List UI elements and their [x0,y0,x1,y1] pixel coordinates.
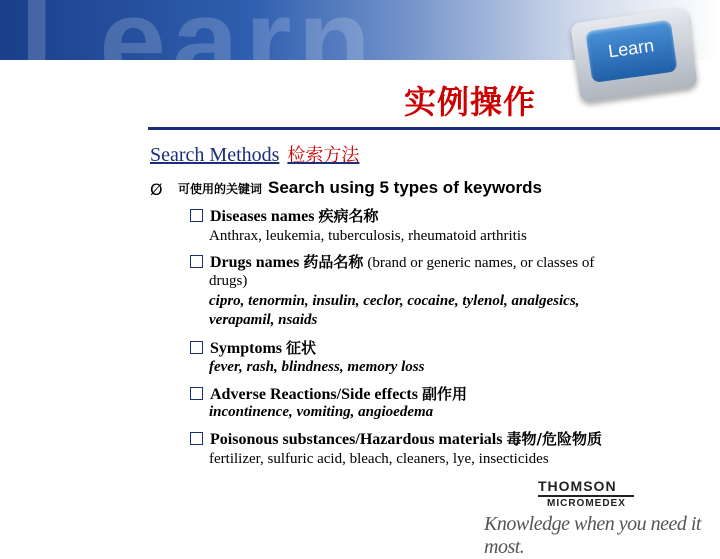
item-label-zh: 药品名称 [303,253,364,271]
item-extra-cont: drugs) [209,273,248,289]
thomson-logo: THOMSON [538,478,617,494]
item-detail: fever, rash, blindness, memory loss [209,359,425,375]
learn-key-label: Learn [606,35,656,62]
item-diseases [210,205,378,226]
intro-en: Search using 5 types of keywords [268,178,542,197]
item-detail: Anthrax, leukemia, tuberculosis, rheumatoid arthritis [209,228,527,244]
square-bullet-icon [190,432,203,445]
logo-tagline: Knowledge when you need it most. [484,513,701,558]
square-bullet-icon [190,255,203,268]
item-label-zh: 副作用 [421,385,467,403]
item-detail: cipro, tenormin, insulin, ceclor, cocaine, tylenol, analgesics, [209,293,580,309]
item-poisonous-substances [210,428,602,449]
learn-key-image [570,7,698,103]
item-label: Drugs names [210,254,300,271]
section-heading-zh: 检索方法 [287,145,360,166]
intro-zh: 可使用的关键词 [178,182,263,196]
section-heading-en: Search Methods [150,144,280,166]
item-adverse-reactions [210,383,467,404]
item-label: Adverse Reactions/Side effects [210,386,418,403]
intro-line [178,178,542,198]
item-detail: incontinence, vomiting, angioedema [209,404,434,420]
arrow-bullet-icon: Ø [150,180,163,199]
item-symptoms [210,337,316,358]
item-label-zh: 疾病名称 [318,207,379,225]
square-bullet-icon [190,387,203,400]
learn-key-cap [585,20,677,83]
item-label: Symptoms [210,340,283,357]
micromedex-logo: MICROMEDEX [547,498,626,509]
item-drugs [210,251,594,272]
slide-title: 实例操作 [404,83,537,121]
item-extra: (brand or generic names, or classes of [367,255,595,271]
square-bullet-icon [190,209,203,222]
title-divider [148,127,720,130]
item-label-zh: 征状 [286,339,317,357]
square-bullet-icon [190,341,203,354]
banner-watermark: Learn [20,0,377,108]
item-detail: fertilizer, sulfuric acid, bleach, cleaners, lye, insecticides [209,451,549,467]
logo-divider [538,495,634,497]
item-label: Poisonous substances/Hazardous materials [210,431,503,448]
item-label: Diseases names [210,208,315,225]
item-label-zh: 毒物/危险物质 [506,430,602,448]
item-detail-cont: verapamil, nsaids [209,312,318,328]
section-heading [150,141,359,167]
